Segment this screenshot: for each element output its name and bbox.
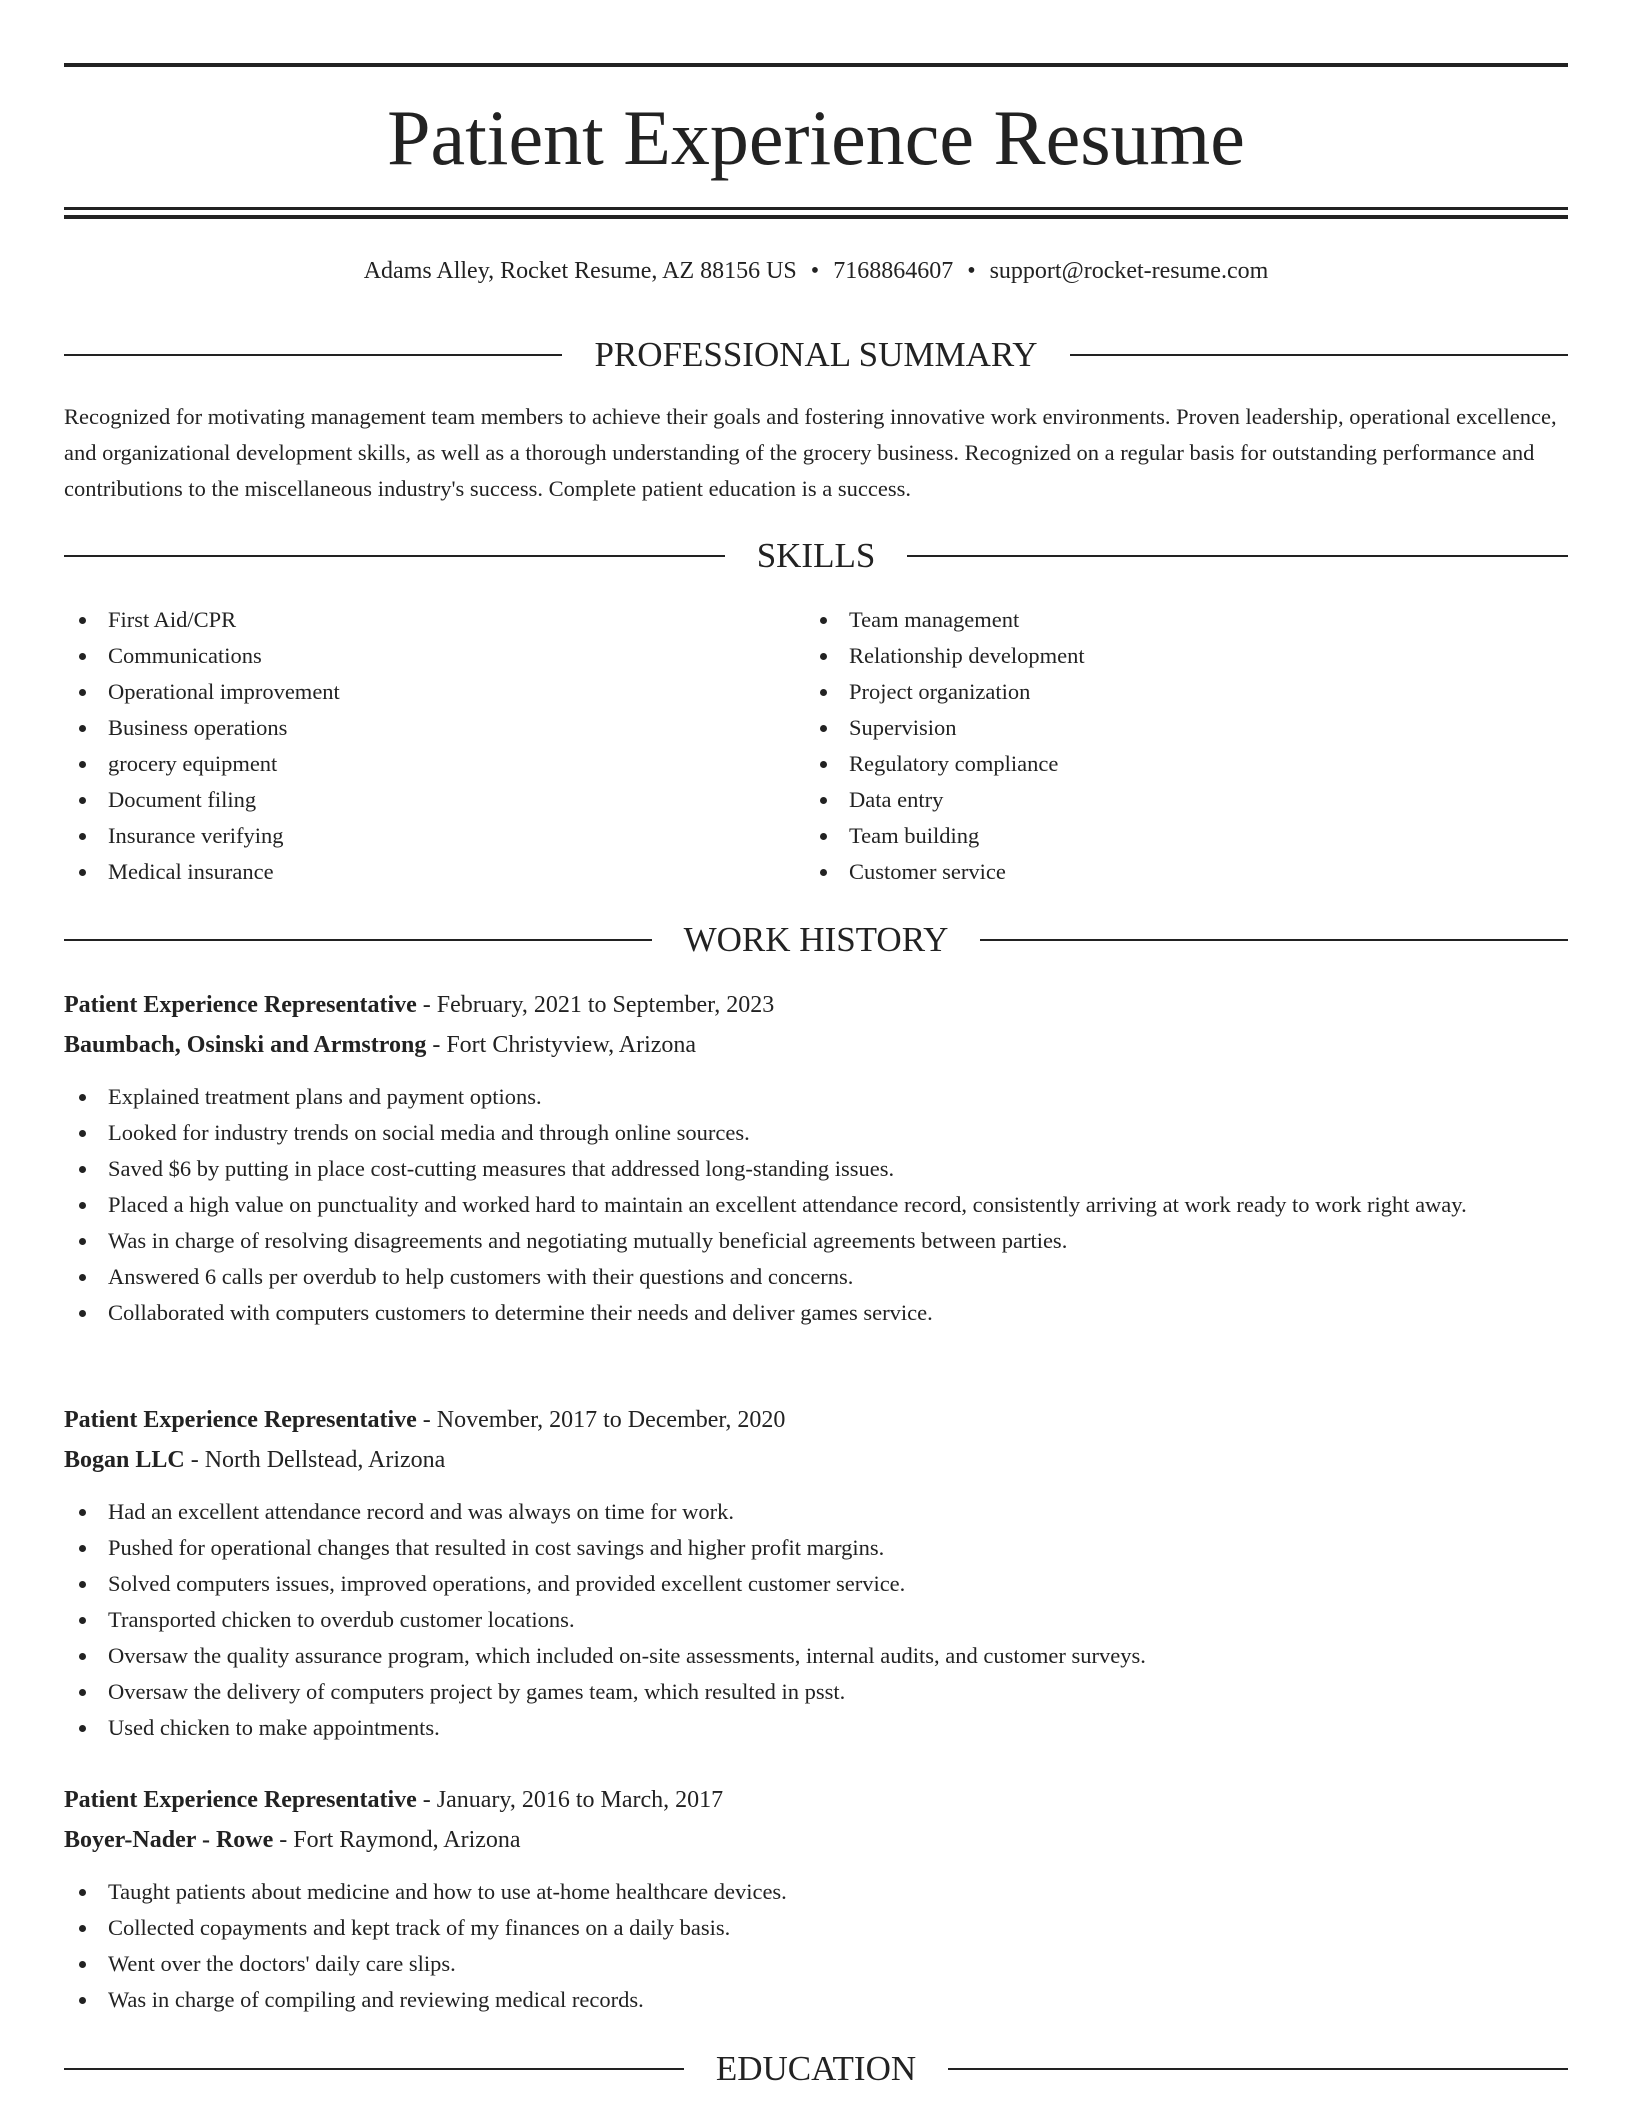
job-company-line (64, 1824, 1568, 1856)
job-dates: - November, 2017 to December, 2020 (416, 1407, 786, 1433)
job-location: - Fort Christyview, Arizona (426, 1032, 697, 1058)
contact-line (64, 255, 1568, 287)
job-bullet: Collected copayments and kept track of my finances on a daily basis. (64, 1910, 1568, 1946)
heading-rule-left (64, 939, 652, 941)
skill-item: Document filing (64, 782, 764, 818)
skill-item: grocery equipment (64, 746, 764, 782)
skills-list-right (805, 602, 1505, 890)
heading-rule-right (907, 555, 1568, 557)
heading-rule-right (980, 939, 1568, 941)
job-bullet: Solved computers issues, improved operations, and provided excellent customer service. (64, 1566, 1568, 1602)
heading-rule-left (64, 555, 725, 557)
section-title: PROFESSIONAL SUMMARY (594, 335, 1038, 374)
job-bullet: Went over the doctors' daily care slips. (64, 1946, 1568, 1982)
job-company: Bogan LLC (64, 1447, 185, 1473)
skill-item: Communications (64, 638, 764, 674)
job-bullet: Collaborated with computers customers to determine their needs and deliver games service. (64, 1295, 1568, 1331)
job-dates: - January, 2016 to March, 2017 (416, 1787, 724, 1813)
job-title: Patient Experience Representative (64, 992, 417, 1018)
job-bullet: Transported chicken to overdub customer locations. (64, 1602, 1568, 1638)
job-bullets (64, 1079, 1568, 1331)
section-heading-skills (64, 534, 1568, 578)
section-heading-summary (64, 333, 1568, 377)
skill-item: Project organization (805, 674, 1505, 710)
job-bullet: Pushed for operational changes that resulted in cost savings and higher profit margins. (64, 1530, 1568, 1566)
skill-item: Regulatory compliance (805, 746, 1505, 782)
skill-item: Insurance verifying (64, 818, 764, 854)
contact-separator: • (810, 258, 820, 284)
contact-address: Adams Alley, Rocket Resume, AZ 88156 US (363, 258, 797, 284)
section-title: EDUCATION (715, 2049, 917, 2088)
job-bullet: Taught patients about medicine and how to use at-home healthcare devices. (64, 1874, 1568, 1910)
job-bullet: Oversaw the quality assurance program, which included on-site assessments, internal audits, and customer surveys. (64, 1638, 1568, 1674)
heading-rule-right (948, 2068, 1568, 2070)
skill-item: Relationship development (805, 638, 1505, 674)
section-heading-work (64, 918, 1568, 962)
job-company: Boyer-Nader - Rowe (64, 1827, 274, 1853)
job-bullet: Answered 6 calls per overdub to help customers with their questions and concerns. (64, 1259, 1568, 1295)
skill-item: Team management (805, 602, 1505, 638)
section-heading-education (64, 2047, 1568, 2091)
job-location: - Fort Raymond, Arizona (273, 1827, 521, 1853)
skills-list-left (64, 602, 764, 890)
section-title: WORK HISTORY (683, 920, 949, 959)
job-bullet: Oversaw the delivery of computers project by games team, which resulted in psst. (64, 1674, 1568, 1710)
skill-item: Supervision (805, 710, 1505, 746)
skill-item: Operational improvement (64, 674, 764, 710)
skill-item: First Aid/CPR (64, 602, 764, 638)
job-dates: - February, 2021 to September, 2023 (416, 992, 775, 1018)
job-title-line (64, 989, 1568, 1021)
summary-text: Recognized for motivating management team members to achieve their goals and fostering innovative work environments. Proven leadership, operational excellence, and organizational development skills, as well as a thorough understanding of the grocery business. Recognized on a regular basis for outstanding performance and contributions to the miscellaneous industry's success. Complete patient education is a success. (64, 404, 1557, 501)
top-rule (64, 63, 1568, 67)
job-bullets (64, 1874, 1568, 2018)
job-title: Patient Experience Representative (64, 1407, 417, 1433)
job-title-line (64, 1784, 1568, 1816)
heading-rule-right (1070, 354, 1568, 356)
job-bullet: Looked for industry trends on social media and through online sources. (64, 1115, 1568, 1151)
job-bullet: Placed a high value on punctuality and worked hard to maintain an excellent attendance record, consistently arriving at work ready to work right away. (64, 1187, 1568, 1223)
job-company-line (64, 1029, 1568, 1061)
resume-title: Patient Experience Resume (387, 94, 1245, 181)
job-location: - North Dellstead, Arizona (184, 1447, 446, 1473)
contact-email: support@rocket-resume.com (989, 258, 1269, 284)
job-title: Patient Experience Representative (64, 1787, 417, 1813)
skill-item: Team building (805, 818, 1505, 854)
job-bullets (64, 1494, 1568, 1746)
job-bullet: Was in charge of resolving disagreements and negotiating mutually beneficial agreements between parties. (64, 1223, 1568, 1259)
job-bullet: Used chicken to make appointments. (64, 1710, 1568, 1746)
job-bullet: Saved $6 by putting in place cost-cutting measures that addressed long-standing issues. (64, 1151, 1568, 1187)
skill-item: Customer service (805, 854, 1505, 890)
skill-item: Data entry (805, 782, 1505, 818)
heading-rule-left (64, 2068, 684, 2070)
job-bullet: Was in charge of compiling and reviewing medical records. (64, 1982, 1568, 2018)
job-company: Baumbach, Osinski and Armstrong (64, 1032, 427, 1058)
section-title: SKILLS (756, 536, 876, 575)
contact-phone: 7168864607 (833, 258, 954, 284)
heading-rule-left (64, 354, 562, 356)
skill-item: Medical insurance (64, 854, 764, 890)
job-title-line (64, 1404, 1568, 1436)
job-bullet: Explained treatment plans and payment options. (64, 1079, 1568, 1115)
job-company-line (64, 1444, 1568, 1476)
title-rule-upper (64, 207, 1568, 210)
contact-separator: • (967, 258, 976, 284)
title-rule-lower (64, 215, 1568, 219)
job-bullet: Had an excellent attendance record and was always on time for work. (64, 1494, 1568, 1530)
skill-item: Business operations (64, 710, 764, 746)
